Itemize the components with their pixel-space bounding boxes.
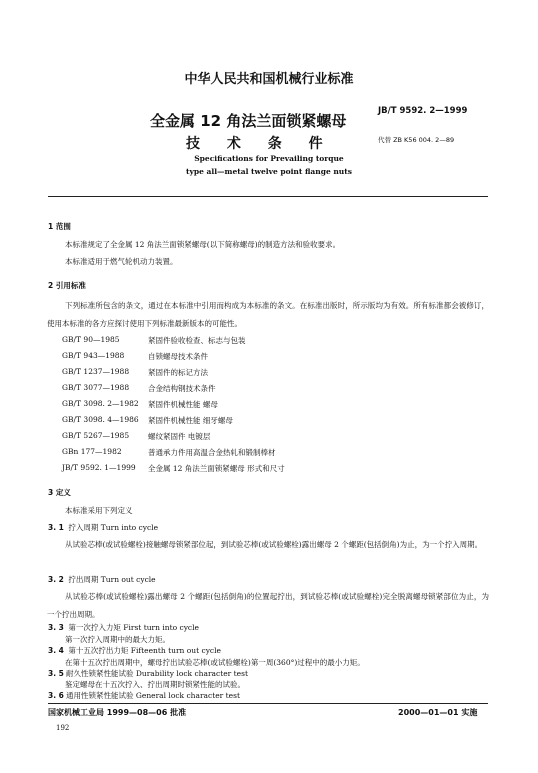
reference-name: 紧固件验收检查、标志与包装 [148, 336, 246, 345]
section-1-heading: 1 范围 [48, 222, 71, 231]
definition-heading [48, 668, 248, 679]
reference-name: 自锁螺母技术条件 [148, 352, 208, 361]
definition-heading [48, 522, 158, 533]
section-3-intro: 本标准采用下列定义 [65, 506, 133, 515]
definition-term: 耐久性锁紧性能试验 Durability lock character test [66, 669, 248, 678]
reference-name: 紧固件的标记方法 [148, 368, 208, 377]
section-1-paragraph-1: 本标准规定了全金属 12 角法兰面锁紧螺母(以下简称螺母)的制造方法和验收要求。 [65, 240, 341, 249]
reference-name: 螺纹紧固件 电镀层 [148, 432, 211, 441]
document-title: 全金属 12 角法兰面锁紧螺母 [150, 112, 347, 130]
definition-term: 通用性锁紧性能试验 General lock character test [66, 691, 240, 700]
definition-number: 3. 4 [48, 646, 64, 655]
definition-heading [48, 690, 240, 701]
header-rule [48, 196, 488, 197]
section-1-paragraph-2: 本标准适用于燃气轮机动力装置。 [65, 257, 178, 266]
definition-term: 第十五次拧出力矩 Fifteenth turn out cycle [68, 646, 221, 655]
reference-code: GB/T 90—1985 [62, 335, 120, 344]
document-subtitle: 技 术 条 件 [186, 136, 334, 152]
english-title-line1: Specifications for Prevailing torque [194, 154, 344, 163]
reference-name: 紧固件机械性能 螺母 [148, 400, 218, 409]
reference-name: 紧固件机械性能 细牙螺母 [148, 416, 233, 425]
definition-body: 从试验芯棒(或试验螺栓)接触螺母锁紧部位起，到试验芯棒(或试验螺栓)露出螺母 2 个螺距(包括倒角)为止，为一个拧入周期。 [65, 540, 483, 549]
section-3-heading: 3 定义 [48, 488, 71, 497]
implementation-date: 2000—01—01 实施 [398, 708, 478, 717]
section-2-intro: 下列标准所包含的条文，通过在本标准中引用而构成为本标准的条文。在标准出版时，所示版均为有效。所有标准都会被修订，使用本标准的各方应探讨使用下列标准最新版本的可能性。 [47, 301, 489, 328]
reference-name: 全金属 12 角法兰面锁紧螺母 形式和尺寸 [148, 464, 285, 473]
replaces-note: 代替 ZB K56 004. 2—89 [378, 136, 455, 144]
definition-term: 第一次拧入力矩 First turn into cycle [68, 623, 199, 632]
standard-number: JB/T 9592. 2—1999 [378, 106, 468, 116]
definition-heading [48, 622, 199, 633]
reference-code: GB/T 3098. 2—1982 [62, 399, 139, 408]
definition-number: 3. 2 [48, 575, 64, 584]
reference-name: 合金结构钢技术条件 [148, 384, 216, 393]
definition-heading [48, 645, 221, 656]
footer-rule [48, 703, 488, 704]
english-title-line2: type all—metal twelve point flange nuts [186, 167, 352, 176]
reference-code: GB/T 3098. 4—1986 [62, 415, 139, 424]
definition-body: 在第十五次拧出周期中，螺母拧出试验芯棒(或试验螺栓)第一周(360°)过程中的最小力矩。 [65, 658, 365, 667]
reference-name: 普通承力件用高温合金热轧和锻制棒材 [148, 448, 276, 457]
definition-body: 第一次拧入周期中的最大力矩。 [65, 635, 170, 644]
reference-code: JB/T 9592. 1—1999 [62, 463, 136, 472]
standard-category: 中华人民共和国机械行业标准 [184, 72, 354, 87]
definition-number: 3. 6 [48, 691, 64, 700]
definition-number: 3. 1 [48, 523, 64, 532]
definition-body: 从试验芯棒(或试验螺栓)露出螺母 2 个螺距(包括倒角)的位置起拧出，到试验芯棒(或试验螺栓)完全脱离螺母锁紧部位为止，为一个拧出周期。 [47, 592, 489, 619]
definition-number: 3. 5 [48, 669, 64, 678]
reference-code: GB/T 3077—1988 [62, 383, 130, 392]
reference-code: GB/T 1237—1988 [62, 367, 130, 376]
reference-code: GB/T 5267—1985 [62, 431, 130, 440]
definition-term: 拧出周期 Turn out cycle [68, 575, 156, 584]
definition-term: 拧入周期 Turn into cycle [68, 523, 159, 532]
definition-number: 3. 3 [48, 623, 64, 632]
section-2-heading: 2 引用标准 [48, 281, 86, 290]
reference-code: GB/T 943—1988 [62, 351, 125, 360]
reference-code: GBn 177—1982 [62, 447, 122, 456]
approval-note: 国家机械工业局 1999—08—06 批准 [48, 708, 187, 717]
page-number: 192 [56, 724, 70, 732]
definition-heading [48, 574, 156, 585]
definition-body: 鉴定螺母在十五次拧入、拧出周期时锁紧性能的试验。 [65, 680, 245, 689]
